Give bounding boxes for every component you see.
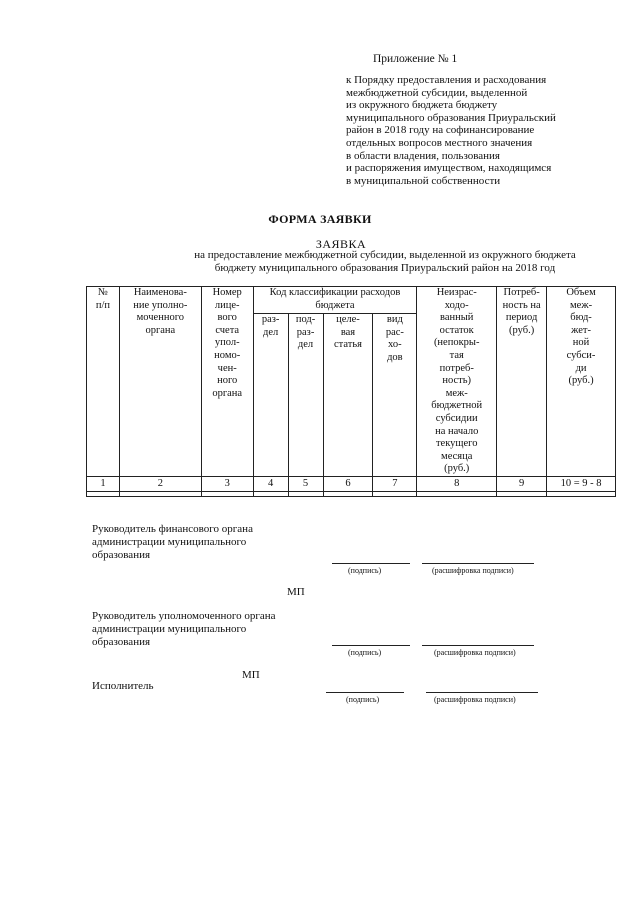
col-number: 10 = 9 - 8 [547, 476, 616, 491]
executor-sign-line [326, 692, 404, 693]
empty-cell [497, 491, 547, 496]
empty-cell [323, 491, 373, 496]
executor-label: Исполнитель [92, 680, 154, 692]
header-article: целе- вая статья [323, 314, 373, 477]
decode-caption: (расшифровка подписи) [434, 648, 516, 657]
empty-cell [87, 491, 120, 496]
col-number: 2 [119, 476, 201, 491]
col-number: 7 [373, 476, 417, 491]
empty-cell [201, 491, 253, 496]
request-table [86, 286, 616, 497]
header-account: Номер лице- вого счета упол- номо- чен- ного органа [201, 287, 253, 477]
sign-caption: (подпись) [348, 566, 382, 575]
header-balance: Неизрас- ходо- ванный остаток (непокры- тая потреб- ность) меж- бюджетной субсидии на начало текущего месяца (руб.) [417, 287, 497, 477]
col-number: 5 [288, 476, 323, 491]
authorized-decode-line [422, 645, 534, 646]
col-number: 8 [417, 476, 497, 491]
header-subsection: под- раз- дел [288, 314, 323, 477]
header-need: Потреб- ность на период (руб.) [497, 287, 547, 477]
empty-cell [253, 491, 288, 496]
empty-cell [288, 491, 323, 496]
col-number: 3 [201, 476, 253, 491]
empty-cell [547, 491, 616, 496]
sign-caption: (подпись) [348, 648, 382, 657]
executor-decode-line [426, 692, 538, 693]
header-name: Наименова- ние уполно- моченного органа [119, 287, 201, 477]
request-subtitle: на предоставление межбюджетной субсидии, выделенной из окружного бюджета бюджету муниципального образования Приуральский район на 2018 год [194, 249, 576, 274]
appendix-title: Приложение № 1 [373, 53, 458, 65]
header-section: раз- дел [253, 314, 288, 477]
header-volume: Объем меж- бюд- жет- ной субси- ди (руб.) [547, 287, 616, 477]
finance-decode-line [422, 563, 534, 564]
empty-cell [373, 491, 417, 496]
authorized-sign-line [332, 645, 410, 646]
empty-cell [119, 491, 201, 496]
decode-caption: (расшифровка подписи) [434, 695, 516, 704]
finance-sign-line [332, 563, 410, 564]
col-number: 6 [323, 476, 373, 491]
appendix-reference: к Порядку предоставления и расходования межбюджетной субсидии, выделенной из окружного бюджета бюджету муниципального образования Приуральский район в 2018 году на софинансирование отдельных вопросов местного значения в области владения, пользования и распоряжения имуществом, находящимся в муниципальной собственности [346, 74, 556, 187]
empty-cell [417, 491, 497, 496]
finance-head-label: Руководитель финансового органа администрации муниципального образования [92, 523, 253, 561]
stamp-place: МП [287, 586, 305, 598]
header-expense-type: вид рас- хо- дов [373, 314, 417, 477]
request-title: ЗАЯВКА [315, 237, 367, 251]
authorized-head-label: Руководитель уполномоченного органа администрации муниципального образования [92, 610, 276, 648]
header-budget-code: Код классификации расходов бюджета [253, 287, 417, 314]
sign-caption: (подпись) [346, 695, 380, 704]
stamp-place: МП [242, 669, 260, 681]
col-number: 9 [497, 476, 547, 491]
header-num: № п/п [87, 287, 120, 477]
form-title: ФОРМА ЗАЯВКИ [268, 212, 372, 226]
col-number: 4 [253, 476, 288, 491]
col-number: 1 [87, 476, 120, 491]
decode-caption: (расшифровка подписи) [432, 566, 514, 575]
